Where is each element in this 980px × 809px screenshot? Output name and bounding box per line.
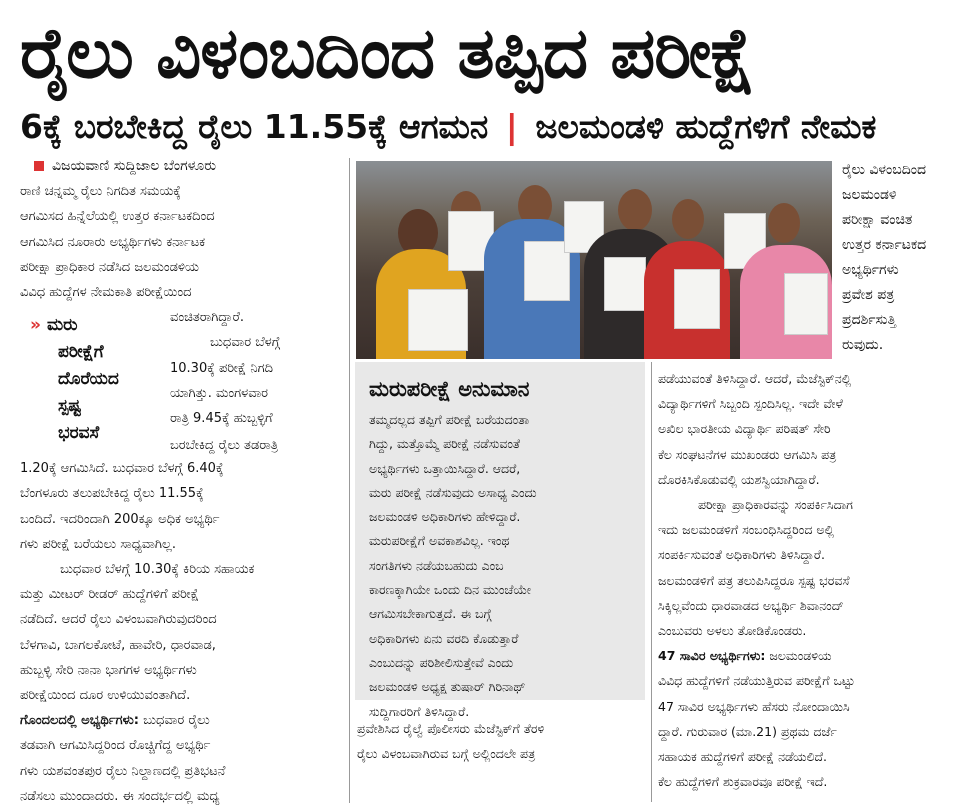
- caption-line: ಜಲಮಂಡಳಿ: [842, 187, 897, 203]
- col1-side-line: ಬುಧವಾರ ಬೆಳಗ್ಗೆ: [210, 335, 281, 351]
- caption-line: ಪರೀಕ್ಷಾ ವಂಚಿತ: [842, 212, 913, 228]
- box-line: ಗಿದ್ದು, ಮತ್ತೊಮ್ಮೆ ಪರೀಕ್ಷೆ ನಡೆಸುವಂತೆ: [369, 436, 521, 452]
- pull-quote-line: ಭರವಸೆ: [58, 423, 100, 443]
- col1-lead-line: ವಿವಿಧ ಹುದ್ದೆಗಳ ನೇಮಕಾತಿ ಪರೀಕ್ಷೆಯಿಂದ: [20, 285, 192, 301]
- headline: ರೈಲು ವಿಳಂಬದಿಂದ ತಪ್ಪಿದ ಪರೀಕ್ಷೆ: [20, 12, 755, 94]
- subheadline: [20, 104, 970, 150]
- byline: [20, 154, 345, 179]
- col1-para1-line: ಗಳು ಪರೀಕ್ಷೆ ಬರೆಯಲು ಸಾಧ್ಯವಾಗಿಲ್ಲ.: [20, 536, 177, 552]
- box-line: ಸಂಗತಿಗಳು ನಡೆಯಬಹುದು ಎಂಬ: [369, 557, 504, 573]
- col3-para1-line: ದೊರಕಿಸಿಕೊಡುವಲ್ಲಿ ಯಶಸ್ವಿಯಾಗಿದ್ದಾರೆ.: [658, 471, 820, 487]
- sidebar-box: [355, 362, 645, 719]
- caption-line: ರುವುದು.: [842, 337, 884, 353]
- col3-para2-line: ಪರೀಕ್ಷಾ ಪ್ರಾಧಿಕಾರವನ್ನು ಸಂಪರ್ಕಿಸಿದಾಗ: [698, 497, 853, 513]
- col1-para2-line: ಪರೀಕ್ಷೆಯಿಂದ ದೂರ ಉಳಿಯುವಂತಾಗಿದೆ.: [20, 688, 191, 704]
- col1-para3-first-text: ಬುಧವಾರ ರೈಲು: [138, 713, 210, 729]
- col1-side-text: [170, 305, 345, 431]
- col1-para3-line: ತಡವಾಗಿ ಆಗಮಿಸಿದ್ದರಿಂದ ರೊಚ್ಚಿಗೆದ್ದ ಅಭ್ಯರ್ಥಿ: [20, 738, 211, 754]
- col1-lead-line: ಪರೀಕ್ಷಾ ಪ್ರಾಧಿಕಾರ ನಡೆಸಿದ ಜಲಮಂಡಳಿಯ: [20, 259, 199, 275]
- col3-para1-line: ವಿದ್ಯಾರ್ಥಿಗಳಿಗೆ ಸಿಬ್ಬಂದಿ ಸ್ಪಂದಿಸಿಲ್ಲ. ಇದೇ ವೇಳೆ: [658, 396, 843, 412]
- col1-para2-line: ನಡೆದಿದೆ. ಆದರೆ ರೈಲು ವಿಳಂಬವಾಗಿರುವುದರಿಂದ: [20, 612, 217, 628]
- col2-line: ರೈಲು ವಿಳಂಬವಾಗಿರುವ ಬಗ್ಗೆ ಅಲ್ಲಿಂದಲೇ ಪತ್ರ: [357, 746, 536, 762]
- col1-side-line: ಯಾಗಿತ್ತು. ಮಂಗಳವಾರ: [170, 385, 269, 401]
- box-line: ಕಾರಣಕ್ಕಾಗಿಯೇ ಒಂದು ದಿನ ಮುಂಚೆಯೇ: [369, 582, 531, 598]
- box-line: ಅಭ್ಯರ್ಥಿಗಳು ಒತ್ತಾಯಿಸಿದ್ದಾರೆ. ಆದರೆ,: [369, 460, 521, 476]
- pull-quote: [30, 312, 180, 447]
- col1-lead-line: ರಾಣಿ ಚನ್ನಮ್ಮ ರೈಲು ನಿಗದಿತ ಸಮಯಕ್ಕೆ: [20, 184, 181, 200]
- col3-para3-head: 47 ಸಾವಿರ ಅಭ್ಯರ್ಥಿಗಳು:: [658, 648, 766, 664]
- col3-para3-line: ವಿವಿಧ ಹುದ್ದೆಗಳಿಗೆ ನಡೆಯುತ್ತಿರುವ ಪರೀಕ್ಷೆಗೆ ಒಟ್ಟು: [658, 673, 855, 689]
- column-2-bottom: [357, 716, 647, 766]
- col1-para3-line: ನಡೆಸಲು ಮುಂದಾದರು. ಈ ಸಂದರ್ಭದಲ್ಲಿ ಮಧ್ಯ: [20, 788, 220, 804]
- box-line: ಸುದ್ದಿಗಾರರಿಗೆ ತಿಳಿಸಿದ್ದಾರೆ.: [369, 703, 470, 719]
- box-body: [355, 404, 645, 724]
- pull-quote-chevron-icon: »: [30, 315, 41, 335]
- caption-line: ಪ್ರದರ್ಶಿಸುತ್ತಿ: [842, 312, 897, 328]
- caption-line: ಪ್ರವೇಶ ಪತ್ರ: [842, 287, 895, 303]
- subhead-right: ಜಲಮಂಡಳಿ ಹುದ್ದೆಗಳಿಗೆ ನೇಮಕ: [535, 107, 877, 146]
- photo-caption: [842, 158, 972, 358]
- photo-admit-card: [408, 289, 468, 351]
- photo-admit-card: [784, 273, 828, 335]
- column-3: [658, 366, 970, 794]
- col3-para1-line: ಪಡೆಯುವಂತೆ ತಿಳಿಸಿದ್ದಾರೆ. ಆದರೆ, ಮೆಜೆಸ್ಟಿಕ್‌ನಲ್ಲಿ: [658, 371, 852, 386]
- col3-para2-line: ಸಂಪರ್ಕಿಸುವಂತೆ ಅಧಿಕಾರಿಗಳು ತಿಳಿಸಿದ್ದಾರೆ.: [658, 547, 826, 563]
- column-divider: [651, 362, 652, 802]
- col1-para3-head: ಗೊಂದಲದಲ್ಲಿ ಅಭ್ಯರ್ಥಿಗಳು:: [20, 713, 139, 729]
- col3-para2-line: ಸಿಕ್ಕಿಲ್ಲವೆಂದು ಧಾರವಾಡದ ಅಭ್ಯರ್ಥಿ ಶಿವಾನಂದ್: [658, 597, 844, 613]
- col1-para2-line: ಬೆಳಗಾವಿ, ಬಾಗಲಕೋಟೆ, ಹಾವೇರಿ, ಧಾರವಾಡ,: [20, 637, 216, 653]
- column-divider: [349, 158, 350, 803]
- photo-person-head: [672, 199, 704, 239]
- photo-admit-card: [604, 257, 646, 311]
- col3-para3-line: ಕೆಲ ಹುದ್ದೆಗಳಿಗೆ ಶುಕ್ರವಾರವೂ ಪರೀಕ್ಷೆ ಇದೆ.: [658, 774, 828, 790]
- col1-para1-line: ಬೆಂಗಳೂರು ತಲುಪಬೇಕಿದ್ದ ರೈಲು 11.55ಕ್ಕೆ: [20, 486, 204, 502]
- col1-lead-tail: ವಂಚಿತರಾಗಿದ್ದಾರೆ.: [170, 310, 245, 326]
- col3-para2-line: ಜಲಮಂಡಳಿಗೆ ಪತ್ರ ತಲುಪಿಸಿದ್ದರೂ ಸ್ಪಷ್ಟ ಭರವಸೆ: [658, 572, 850, 588]
- col1-para3-first: [20, 708, 345, 733]
- box-line: ಜಲಮಂಡಳಿ ಅಧಿಕಾರಿಗಳು ಹೇಳಿದ್ದಾರೆ.: [369, 509, 521, 525]
- subhead-left: 6ಕ್ಕೆ ಬರಬೇಕಿದ್ದ ರೈಲು 11.55ಕ್ಕೆ ಆಗಮನ: [20, 107, 489, 146]
- pull-quote-line: ದೊರೆಯದ: [58, 369, 119, 389]
- news-photo: [356, 161, 832, 359]
- col1-para3-line: ಗಳು ಯಶವಂತಪುರ ರೈಲು ನಿಲ್ದಾಣದಲ್ಲಿ ಪ್ರತಿಭಟನೆ: [20, 763, 226, 779]
- col1-para1-line: 1.20ಕ್ಕೆ ಆಗಮಿಸಿದೆ. ಬುಧವಾರ ಬೆಳಗ್ಗೆ 6.40ಕ್ಕೆ: [20, 461, 224, 477]
- col3-para3-line: ದ್ದಾರೆ. ಗುರುವಾರ (ಮಾ.21) ಪ್ರಥಮ ದರ್ಜೆ: [658, 723, 837, 739]
- subhead-separator: |: [505, 107, 518, 146]
- pull-quote-line: ಮರು: [46, 315, 78, 335]
- photo-person-head: [768, 203, 800, 243]
- col3-para2-line: ಎಂಬುವರು ಅಳಲು ತೋಡಿಕೊಂಡರು.: [658, 623, 807, 639]
- caption-line: ಉತ್ತರ ಕರ್ನಾಟಕದ: [842, 237, 927, 253]
- col1-side-last: [170, 433, 345, 458]
- col3-para3-line: ಸಹಾಯಕ ಹುದ್ದೆಗಳಿಗೆ ಪರೀಕ್ಷೆ ನಡೆಯಲಿದೆ.: [658, 749, 828, 765]
- col1-side-line: 10.30ಕ್ಕೆ ಪರೀಕ್ಷೆ ನಿಗದಿ: [170, 360, 274, 376]
- caption-line: ರೈಲು ವಿಳಂಬದಿಂದ: [842, 162, 926, 178]
- box-line: ಜಲಮಂಡಳಿ ಅಧ್ಯಕ್ಷ ತುಷಾರ್ ಗಿರಿನಾಥ್: [369, 679, 526, 695]
- col1-para1-line: ಬಂದಿದೆ. ಇದರಿಂದಾಗಿ 200ಕ್ಕೂ ಅಧಿಕ ಅಭ್ಯರ್ಥಿ: [20, 511, 220, 527]
- byline-text: ವಿಜಯವಾಣಿ ಸುದ್ದಿಜಾಲ ಬೆಂಗಳೂರು: [52, 158, 217, 174]
- photo-person-head: [618, 189, 652, 231]
- col1-para2-line: ಬುಧವಾರ ಬೆಳಗ್ಗೆ 10.30ಕ್ಕೆ ಕಿರಿಯ ಸಹಾಯಕ: [60, 562, 255, 578]
- col2-line: ಪ್ರವೇಶಿಸಿದ ರೈಲ್ವೆ ಪೊಲೀಸರು ಮೆಜೆಸ್ಟಿಕ್‌ಗೆ ತೆರಳಿ: [357, 721, 545, 736]
- col3-para3-first: [658, 643, 970, 668]
- box-line: ಅಧಿಕಾರಿಗಳು ಏನು ವರದಿ ಕೊಡುತ್ತಾರೆ: [369, 630, 519, 646]
- box-title: ಮರುಪರೀಕ್ಷೆ ಅನುಮಾನ: [369, 377, 530, 401]
- box-line: ತಮ್ಮದಲ್ಲದ ತಪ್ಪಿಗೆ ಪರೀಕ್ಷೆ ಬರೆಯದಂತಾ: [369, 412, 530, 427]
- col3-para1-line: ಅಖಿಲ ಭಾರತೀಯ ವಿದ್ಯಾರ್ಥಿ ಪರಿಷತ್ ಸೇರಿ: [658, 421, 831, 437]
- col1-side-line: ಬರಬೇಕಿದ್ದ ರೈಲು ತಡರಾತ್ರಿ: [170, 438, 279, 453]
- col1-para2-line: ಮತ್ತು ಮೀಟರ್ ರೀಡರ್ ಹುದ್ದೆಗಳಿಗೆ ಪರೀಕ್ಷೆ: [20, 587, 199, 603]
- col1-para2-line: ಹುಬ್ಬಳ್ಳಿ ಸೇರಿ ನಾನಾ ಭಾಗಗಳ ಅಭ್ಯರ್ಥಿಗಳು: [20, 662, 197, 678]
- col3-para3-line: 47 ಸಾವಿರ ಅಭ್ಯರ್ಥಿಗಳು ಹೆಸರು ನೋಂದಾಯಿಸಿ: [658, 698, 850, 714]
- column-1: [20, 154, 345, 809]
- box-line: ಮರುಪರೀಕ್ಷೆಗೆ ಅವಕಾಶವಿಲ್ಲ. ಇಂಥ: [369, 533, 510, 549]
- col3-para1-line: ಕೆಲ ಸಂಘಟನೆಗಳ ಮುಖಂಡರು ಆಗಮಿಸಿ ಪತ್ರ: [658, 446, 837, 462]
- col3-para2-line: ಇದು ಜಲಮಂಡಳಿಗೆ ಸಂಬಂಧಿಸಿದ್ದರಿಂದ ಅಲ್ಲಿ: [658, 522, 835, 538]
- pull-quote-line: ಪರೀಕ್ಷೆಗೆ: [58, 342, 104, 362]
- col3-para3-first-text: ಜಲಮಂಡಳಿಯ: [765, 648, 832, 664]
- byline-marker-icon: [34, 161, 44, 171]
- col1-side-line: ರಾತ್ರಿ 9.45ಕ್ಕೆ ಹುಬ್ಬಳ್ಳಿಗೆ: [170, 411, 273, 427]
- box-line: ಮರು ಪರೀಕ್ಷೆ ನಡೆಸುವುದು ಅಸಾಧ್ಯ ಎಂದು: [369, 484, 537, 500]
- photo-admit-card: [674, 269, 720, 329]
- box-line: ಆಗಮಿಸಬೇಕಾಗುತ್ತದೆ. ಈ ಬಗ್ಗೆ: [369, 606, 492, 622]
- pull-quote-line: ಸ್ಪಷ್ಟ: [58, 396, 82, 416]
- col1-lead-line: ಆಗಮಿಸದ ಹಿನ್ನೆಲೆಯಲ್ಲಿ ಉತ್ತರ ಕರ್ನಾಟಕದಿಂದ: [20, 209, 215, 225]
- box-line: ಎಂಬುದನ್ನು ಪರಿಶೀಲಿಸುತ್ತೇವೆ ಎಂದು: [369, 654, 514, 670]
- caption-line: ಅಭ್ಯರ್ಥಿಗಳು: [842, 262, 899, 278]
- col1-lead-line: ಆಗಮಿಸಿದ ನೂರಾರು ಅಭ್ಯರ್ಥಿಗಳು ಕರ್ನಾಟಕ: [20, 234, 206, 250]
